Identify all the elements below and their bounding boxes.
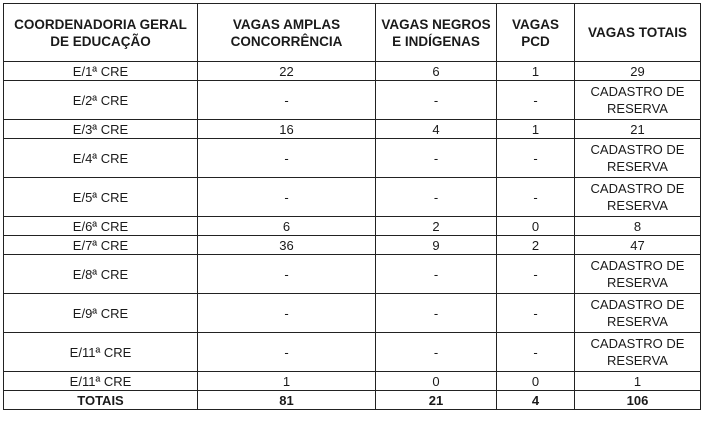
- cell-pcd: -: [497, 139, 575, 178]
- cell-totais: 29: [575, 62, 701, 81]
- totals-negros: 21: [376, 391, 497, 410]
- table-row: [4, 333, 701, 372]
- totals-totais: 106: [575, 391, 701, 410]
- cell-cre: E/1ª CRE: [4, 62, 198, 81]
- cell-negros: -: [376, 255, 497, 294]
- table-row: [4, 294, 701, 333]
- cell-negros: 0: [376, 372, 497, 391]
- cell-amplas: 1: [198, 372, 376, 391]
- cell-amplas: 36: [198, 236, 376, 255]
- cell-negros: 2: [376, 217, 497, 236]
- cell-cre: E/4ª CRE: [4, 139, 198, 178]
- cell-negros: -: [376, 294, 497, 333]
- table-row: [4, 139, 701, 178]
- cell-pcd: 0: [497, 217, 575, 236]
- cell-cre: E/9ª CRE: [4, 294, 198, 333]
- cell-totais: CADASTRO DE RESERVA: [575, 255, 701, 294]
- cell-negros: 4: [376, 120, 497, 139]
- totals-pcd: 4: [497, 391, 575, 410]
- cell-totais: CADASTRO DE RESERVA: [575, 139, 701, 178]
- vacancy-table: [3, 3, 701, 410]
- cell-pcd: 1: [497, 120, 575, 139]
- header-row: [4, 4, 701, 62]
- cell-amplas: -: [198, 255, 376, 294]
- cell-negros: 6: [376, 62, 497, 81]
- cell-pcd: 2: [497, 236, 575, 255]
- totals-label: TOTAIS: [4, 391, 198, 410]
- cell-totais: CADASTRO DE RESERVA: [575, 178, 701, 217]
- cell-pcd: -: [497, 178, 575, 217]
- cell-amplas: -: [198, 294, 376, 333]
- cell-pcd: -: [497, 294, 575, 333]
- cell-cre: E/8ª CRE: [4, 255, 198, 294]
- cell-cre: E/11ª CRE: [4, 333, 198, 372]
- cell-pcd: -: [497, 333, 575, 372]
- cell-cre: E/6ª CRE: [4, 217, 198, 236]
- table-row: [4, 236, 701, 255]
- cell-negros: -: [376, 333, 497, 372]
- cell-cre: E/5ª CRE: [4, 178, 198, 217]
- cell-amplas: -: [198, 139, 376, 178]
- totals-row: [4, 391, 701, 410]
- cell-totais: 47: [575, 236, 701, 255]
- header-vagas-amplas: VAGAS AMPLAS CONCORRÊNCIA: [198, 4, 376, 62]
- cell-negros: 9: [376, 236, 497, 255]
- cell-amplas: 6: [198, 217, 376, 236]
- cell-amplas: 16: [198, 120, 376, 139]
- cell-totais: 1: [575, 372, 701, 391]
- cell-negros: -: [376, 178, 497, 217]
- table-row: [4, 372, 701, 391]
- header-coordenadoria: COORDENADORIA GERAL DE EDUCAÇÃO: [4, 4, 198, 62]
- header-vagas-totais: VAGAS TOTAIS: [575, 4, 701, 62]
- cell-totais: 21: [575, 120, 701, 139]
- cell-negros: -: [376, 139, 497, 178]
- vacancy-table-container: [3, 3, 701, 410]
- cell-amplas: 22: [198, 62, 376, 81]
- table-row: [4, 217, 701, 236]
- cell-cre: E/2ª CRE: [4, 81, 198, 120]
- cell-cre: E/11ª CRE: [4, 372, 198, 391]
- cell-amplas: -: [198, 333, 376, 372]
- cell-negros: -: [376, 81, 497, 120]
- table-row: [4, 255, 701, 294]
- cell-amplas: -: [198, 178, 376, 217]
- table-row: [4, 81, 701, 120]
- header-vagas-pcd: VAGAS PCD: [497, 4, 575, 62]
- header-vagas-negros: VAGAS NEGROS E INDÍGENAS: [376, 4, 497, 62]
- cell-totais: CADASTRO DE RESERVA: [575, 294, 701, 333]
- table-row: [4, 62, 701, 81]
- totals-amplas: 81: [198, 391, 376, 410]
- table-row: [4, 178, 701, 217]
- table-row: [4, 120, 701, 139]
- cell-cre: E/7ª CRE: [4, 236, 198, 255]
- cell-cre: E/3ª CRE: [4, 120, 198, 139]
- cell-amplas: -: [198, 81, 376, 120]
- cell-totais: CADASTRO DE RESERVA: [575, 81, 701, 120]
- cell-pcd: -: [497, 81, 575, 120]
- cell-pcd: -: [497, 255, 575, 294]
- cell-totais: 8: [575, 217, 701, 236]
- cell-pcd: 0: [497, 372, 575, 391]
- cell-totais: CADASTRO DE RESERVA: [575, 333, 701, 372]
- cell-pcd: 1: [497, 62, 575, 81]
